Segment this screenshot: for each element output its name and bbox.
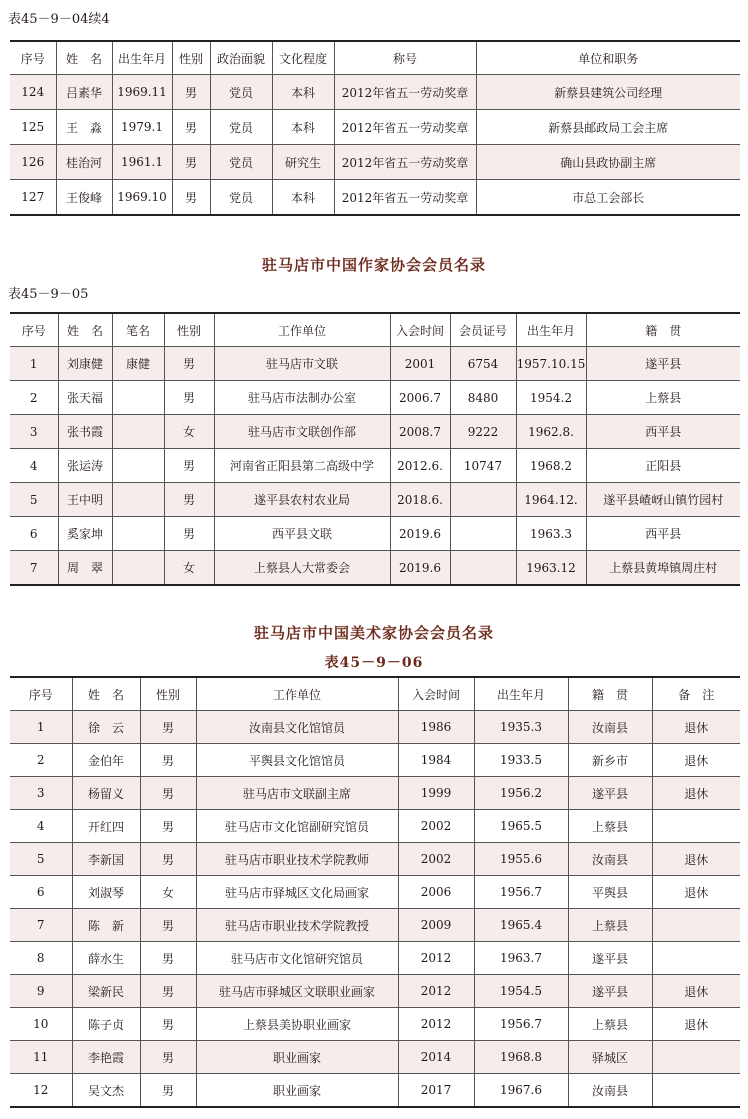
table-cell: 退休 [652, 1008, 740, 1041]
column-header: 姓 名 [72, 677, 140, 711]
table-cell: 薛水生 [72, 942, 140, 975]
table-cell: 本科 [272, 75, 334, 110]
table-cell: 吕素华 [56, 75, 112, 110]
column-header: 入会时间 [390, 313, 450, 347]
table-cell: 2012年省五一劳动奖章 [334, 110, 476, 145]
table-cell: 河南省正阳县第二高级中学 [214, 449, 390, 483]
table-cell [450, 517, 516, 551]
table-cell: 1969.11 [112, 75, 172, 110]
table-cell: 125 [10, 110, 56, 145]
table-cell [652, 909, 740, 942]
table-cell: 平舆县文化馆馆员 [196, 744, 398, 777]
table-writers-association [10, 312, 740, 586]
table-cell: 女 [164, 415, 214, 449]
table-cell: 驻马店市文联副主席 [196, 777, 398, 810]
table-cell: 男 [164, 517, 214, 551]
table-cell: 刘淑琴 [72, 876, 140, 909]
column-header: 工作单位 [214, 313, 390, 347]
table-cell: 126 [10, 145, 56, 180]
table-cell: 遂平县 [568, 975, 652, 1008]
table3-label: 表45－9－06 [324, 655, 424, 671]
table-row [10, 1041, 740, 1074]
table-cell: 西平县文联 [214, 517, 390, 551]
table-cell: 张天福 [58, 381, 112, 415]
table-cell: 1963.12 [516, 551, 586, 586]
table-cell: 4 [10, 810, 72, 843]
table-cell: 2014 [398, 1041, 474, 1074]
table2-title: 驻马店市中国作家协会会员名录 [261, 256, 486, 274]
table-cell: 2012 [398, 975, 474, 1008]
table-cell: 研究生 [272, 145, 334, 180]
table-cell: 驻马店市文化馆研究馆员 [196, 942, 398, 975]
table-row [10, 75, 740, 110]
column-header: 出生年月 [474, 677, 568, 711]
table-cell: 6 [10, 517, 58, 551]
table-cell: 驻马店市文联 [214, 347, 390, 381]
table-cell: 本科 [272, 110, 334, 145]
table-cell: 上蔡县 [568, 1008, 652, 1041]
table-cell [112, 449, 164, 483]
column-header: 籍 贯 [568, 677, 652, 711]
table-cell: 职业画家 [196, 1074, 398, 1108]
table-cell: 1999 [398, 777, 474, 810]
table-cell: 汝南县 [568, 843, 652, 876]
table-cell: 党员 [210, 145, 272, 180]
table-cell: 男 [164, 347, 214, 381]
table-cell: 党员 [210, 110, 272, 145]
table-cell [652, 1041, 740, 1074]
table-cell: 7 [10, 909, 72, 942]
table-cell: 驻马店市法制办公室 [214, 381, 390, 415]
table-row [10, 180, 740, 216]
table-cell: 1957.10.15 [516, 347, 586, 381]
table-cell: 康健 [112, 347, 164, 381]
table-cell: 奚家坤 [58, 517, 112, 551]
column-header: 会员证号 [450, 313, 516, 347]
table-cell: 上蔡县 [568, 810, 652, 843]
table-cell: 遂平县农村农业局 [214, 483, 390, 517]
table-cell: 西平县 [586, 415, 740, 449]
table-cell: 2008.7 [390, 415, 450, 449]
table-cell: 李艳霞 [72, 1041, 140, 1074]
table-row [10, 551, 740, 586]
table-cell: 上蔡县 [586, 381, 740, 415]
table-cell: 退休 [652, 843, 740, 876]
header-row [10, 313, 740, 347]
table-cell: 驻马店市职业技术学院教师 [196, 843, 398, 876]
table-cell: 1969.10 [112, 180, 172, 216]
table-cell [652, 1074, 740, 1108]
header-row [10, 41, 740, 75]
table-cell: 1963.7 [474, 942, 568, 975]
table-cell: 2002 [398, 843, 474, 876]
table-cell: 汝南县 [568, 1074, 652, 1108]
table-row [10, 942, 740, 975]
table-cell: 8480 [450, 381, 516, 415]
table-cell: 汝南县文化馆馆员 [196, 711, 398, 744]
table-cell: 8 [10, 942, 72, 975]
table-cell: 王俊峰 [56, 180, 112, 216]
table-cell: 11 [10, 1041, 72, 1074]
table-cell: 2009 [398, 909, 474, 942]
table-row [10, 1008, 740, 1041]
table-cell: 1967.6 [474, 1074, 568, 1108]
table-cell: 2012年省五一劳动奖章 [334, 180, 476, 216]
table-cell: 吴文杰 [72, 1074, 140, 1108]
table-cell: 刘康健 [58, 347, 112, 381]
table-cell: 2012.6. [390, 449, 450, 483]
table-cell: 2006.7 [390, 381, 450, 415]
table-cell: 2002 [398, 810, 474, 843]
table-cell: 女 [140, 876, 196, 909]
column-header: 性别 [140, 677, 196, 711]
table-cell: 驻马店市驿城区文化局画家 [196, 876, 398, 909]
table-cell: 9222 [450, 415, 516, 449]
table-cell: 1979.1 [112, 110, 172, 145]
table-cell: 4 [10, 449, 58, 483]
table-awards [10, 40, 740, 216]
table-cell: 驻马店市文化馆副研究馆员 [196, 810, 398, 843]
table-cell: 1955.6 [474, 843, 568, 876]
table-cell: 男 [164, 449, 214, 483]
table-cell: 2018.6. [390, 483, 450, 517]
table-cell: 2 [10, 381, 58, 415]
table-cell: 遂平县 [586, 347, 740, 381]
table-cell: 1962.8. [516, 415, 586, 449]
table-cell: 1965.5 [474, 810, 568, 843]
table-cell: 男 [140, 1041, 196, 1074]
table-cell: 市总工会部长 [476, 180, 740, 216]
column-header: 称号 [334, 41, 476, 75]
table-cell: 1963.3 [516, 517, 586, 551]
table-cell: 正阳县 [586, 449, 740, 483]
table-cell: 党员 [210, 75, 272, 110]
table-cell: 退休 [652, 744, 740, 777]
table-cell: 1956.2 [474, 777, 568, 810]
table-cell: 周 翠 [58, 551, 112, 586]
table-row [10, 449, 740, 483]
table-cell: 2017 [398, 1074, 474, 1108]
table-row [10, 381, 740, 415]
table-cell: 1986 [398, 711, 474, 744]
column-header: 单位和职务 [476, 41, 740, 75]
table-cell: 男 [172, 75, 210, 110]
column-header: 序号 [28, 687, 53, 702]
table-cell: 1935.3 [474, 711, 568, 744]
table-cell: 李新国 [72, 843, 140, 876]
table-cell: 张运涛 [58, 449, 112, 483]
table-row [10, 711, 740, 744]
table-cell [450, 483, 516, 517]
table-cell: 张书霞 [58, 415, 112, 449]
table-cell [652, 942, 740, 975]
table-cell: 3 [10, 777, 72, 810]
table-cell: 1 [10, 711, 72, 744]
table-cell: 上蔡县黄埠镇周庄村 [586, 551, 740, 586]
column-header: 政治面貌 [210, 41, 272, 75]
table-cell: 新蔡县邮政局工会主席 [476, 110, 740, 145]
table-cell: 驻马店市文联创作部 [214, 415, 390, 449]
table-cell [450, 551, 516, 586]
table-cell [112, 551, 164, 586]
table-cell: 2019.6 [390, 551, 450, 586]
column-header: 出生年月 [112, 41, 172, 75]
table-cell: 1933.5 [474, 744, 568, 777]
table-cell: 1968.8 [474, 1041, 568, 1074]
table-cell: 男 [164, 381, 214, 415]
table-cell: 驻马店市职业技术学院教授 [196, 909, 398, 942]
table-cell: 男 [172, 145, 210, 180]
table-cell: 2012年省五一劳动奖章 [334, 75, 476, 110]
table-cell: 1964.12. [516, 483, 586, 517]
table-cell: 5 [10, 843, 72, 876]
table-cell: 1968.2 [516, 449, 586, 483]
table-row [10, 777, 740, 810]
table-row [10, 876, 740, 909]
table-cell: 退休 [652, 777, 740, 810]
table-row [10, 110, 740, 145]
table-cell: 遂平县 [568, 942, 652, 975]
table-cell: 2001 [390, 347, 450, 381]
table-cell: 1965.4 [474, 909, 568, 942]
table-cell: 新蔡县建筑公司经理 [476, 75, 740, 110]
table-cell: 退休 [652, 975, 740, 1008]
table-cell: 1954.5 [474, 975, 568, 1008]
table-cell [112, 381, 164, 415]
table-cell: 10747 [450, 449, 516, 483]
table-cell: 徐 云 [72, 711, 140, 744]
table-row [10, 744, 740, 777]
table-cell: 陈子贞 [72, 1008, 140, 1041]
table-cell: 女 [164, 551, 214, 586]
table3-title: 驻马店市中国美术家协会会员名录 [253, 624, 494, 642]
table-cell: 党员 [210, 180, 272, 216]
table-cell: 男 [140, 942, 196, 975]
table-cell: 男 [140, 744, 196, 777]
table-cell [112, 415, 164, 449]
table-cell: 梁新民 [72, 975, 140, 1008]
table-cell: 5 [10, 483, 58, 517]
table-row [10, 347, 740, 381]
table-artists-association [10, 676, 740, 1108]
table-cell: 遂平县 [568, 777, 652, 810]
column-header: 备 注 [652, 677, 740, 711]
table-cell: 2012 [398, 1008, 474, 1041]
table-row [10, 810, 740, 843]
column-header: 姓 名 [58, 313, 112, 347]
table-cell: 金伯年 [72, 744, 140, 777]
table-cell: 6 [10, 876, 72, 909]
table-row [10, 909, 740, 942]
table-cell: 王中明 [58, 483, 112, 517]
table-row [10, 483, 740, 517]
table-cell: 1 [10, 347, 58, 381]
table-cell: 男 [172, 110, 210, 145]
table-cell: 开红四 [72, 810, 140, 843]
table-cell: 10 [10, 1008, 72, 1041]
table-row [10, 1074, 740, 1108]
table-cell: 男 [140, 711, 196, 744]
table-cell: 男 [140, 843, 196, 876]
table-cell: 上蔡县 [568, 909, 652, 942]
table-cell: 汝南县 [568, 711, 652, 744]
table-row [10, 517, 740, 551]
table-cell: 西平县 [586, 517, 740, 551]
table-cell: 平舆县 [568, 876, 652, 909]
table-cell: 桂治河 [56, 145, 112, 180]
table-cell: 2 [10, 744, 72, 777]
table-cell: 1954.2 [516, 381, 586, 415]
table-cell: 确山县政协副主席 [476, 145, 740, 180]
column-header: 性别 [172, 41, 210, 75]
table-cell: 男 [140, 975, 196, 1008]
table-row [10, 975, 740, 1008]
table-cell [112, 517, 164, 551]
table-row [10, 843, 740, 876]
table-cell: 3 [10, 415, 58, 449]
table-cell: 男 [140, 810, 196, 843]
header-row [10, 677, 740, 711]
column-header: 入会时间 [398, 677, 474, 711]
table-cell: 9 [10, 975, 72, 1008]
table-cell: 1956.7 [474, 1008, 568, 1041]
table-cell: 2012年省五一劳动奖章 [334, 145, 476, 180]
column-header: 笔名 [112, 313, 164, 347]
table-cell: 陈 新 [72, 909, 140, 942]
table-cell: 7 [10, 551, 58, 586]
column-header: 出生年月 [516, 313, 586, 347]
table-cell: 退休 [652, 876, 740, 909]
table-cell [112, 483, 164, 517]
table-row [10, 145, 740, 180]
table-cell: 124 [10, 75, 56, 110]
table-cell: 2012 [398, 942, 474, 975]
column-header: 籍 贯 [586, 313, 740, 347]
table-cell: 127 [10, 180, 56, 216]
table-cell: 新乡市 [568, 744, 652, 777]
table-cell: 驿城区 [568, 1041, 652, 1074]
table-cell: 男 [140, 909, 196, 942]
table-cell: 2019.6 [390, 517, 450, 551]
table-cell: 退休 [652, 711, 740, 744]
table-cell: 2006 [398, 876, 474, 909]
table-cell: 男 [164, 483, 214, 517]
table-cell: 遂平县嵖岈山镇竹园村 [586, 483, 740, 517]
table1-label: 表45－9－04续4 [8, 12, 110, 27]
table-row [10, 415, 740, 449]
column-header: 序号 [21, 323, 46, 338]
table-cell: 王 淼 [56, 110, 112, 145]
table-cell: 驻马店市驿城区文联职业画家 [196, 975, 398, 1008]
column-header: 姓 名 [56, 41, 112, 75]
table-cell: 1956.7 [474, 876, 568, 909]
column-header: 性别 [164, 313, 214, 347]
table-cell: 男 [140, 777, 196, 810]
table-cell: 男 [140, 1074, 196, 1108]
table-cell: 职业画家 [196, 1041, 398, 1074]
column-header: 文化程度 [272, 41, 334, 75]
table-cell: 6754 [450, 347, 516, 381]
table-cell: 上蔡县人大常委会 [214, 551, 390, 586]
table-cell: 男 [140, 1008, 196, 1041]
table-cell: 上蔡县美协职业画家 [196, 1008, 398, 1041]
table-cell: 本科 [272, 180, 334, 216]
column-header: 工作单位 [196, 677, 398, 711]
column-header: 序号 [20, 51, 45, 66]
table-cell: 12 [10, 1074, 72, 1108]
table2-label: 表45－9－05 [8, 287, 89, 302]
table-cell: 杨留义 [72, 777, 140, 810]
table-cell [652, 810, 740, 843]
table-cell: 1984 [398, 744, 474, 777]
table-cell: 1961.1 [112, 145, 172, 180]
table-cell: 男 [172, 180, 210, 216]
